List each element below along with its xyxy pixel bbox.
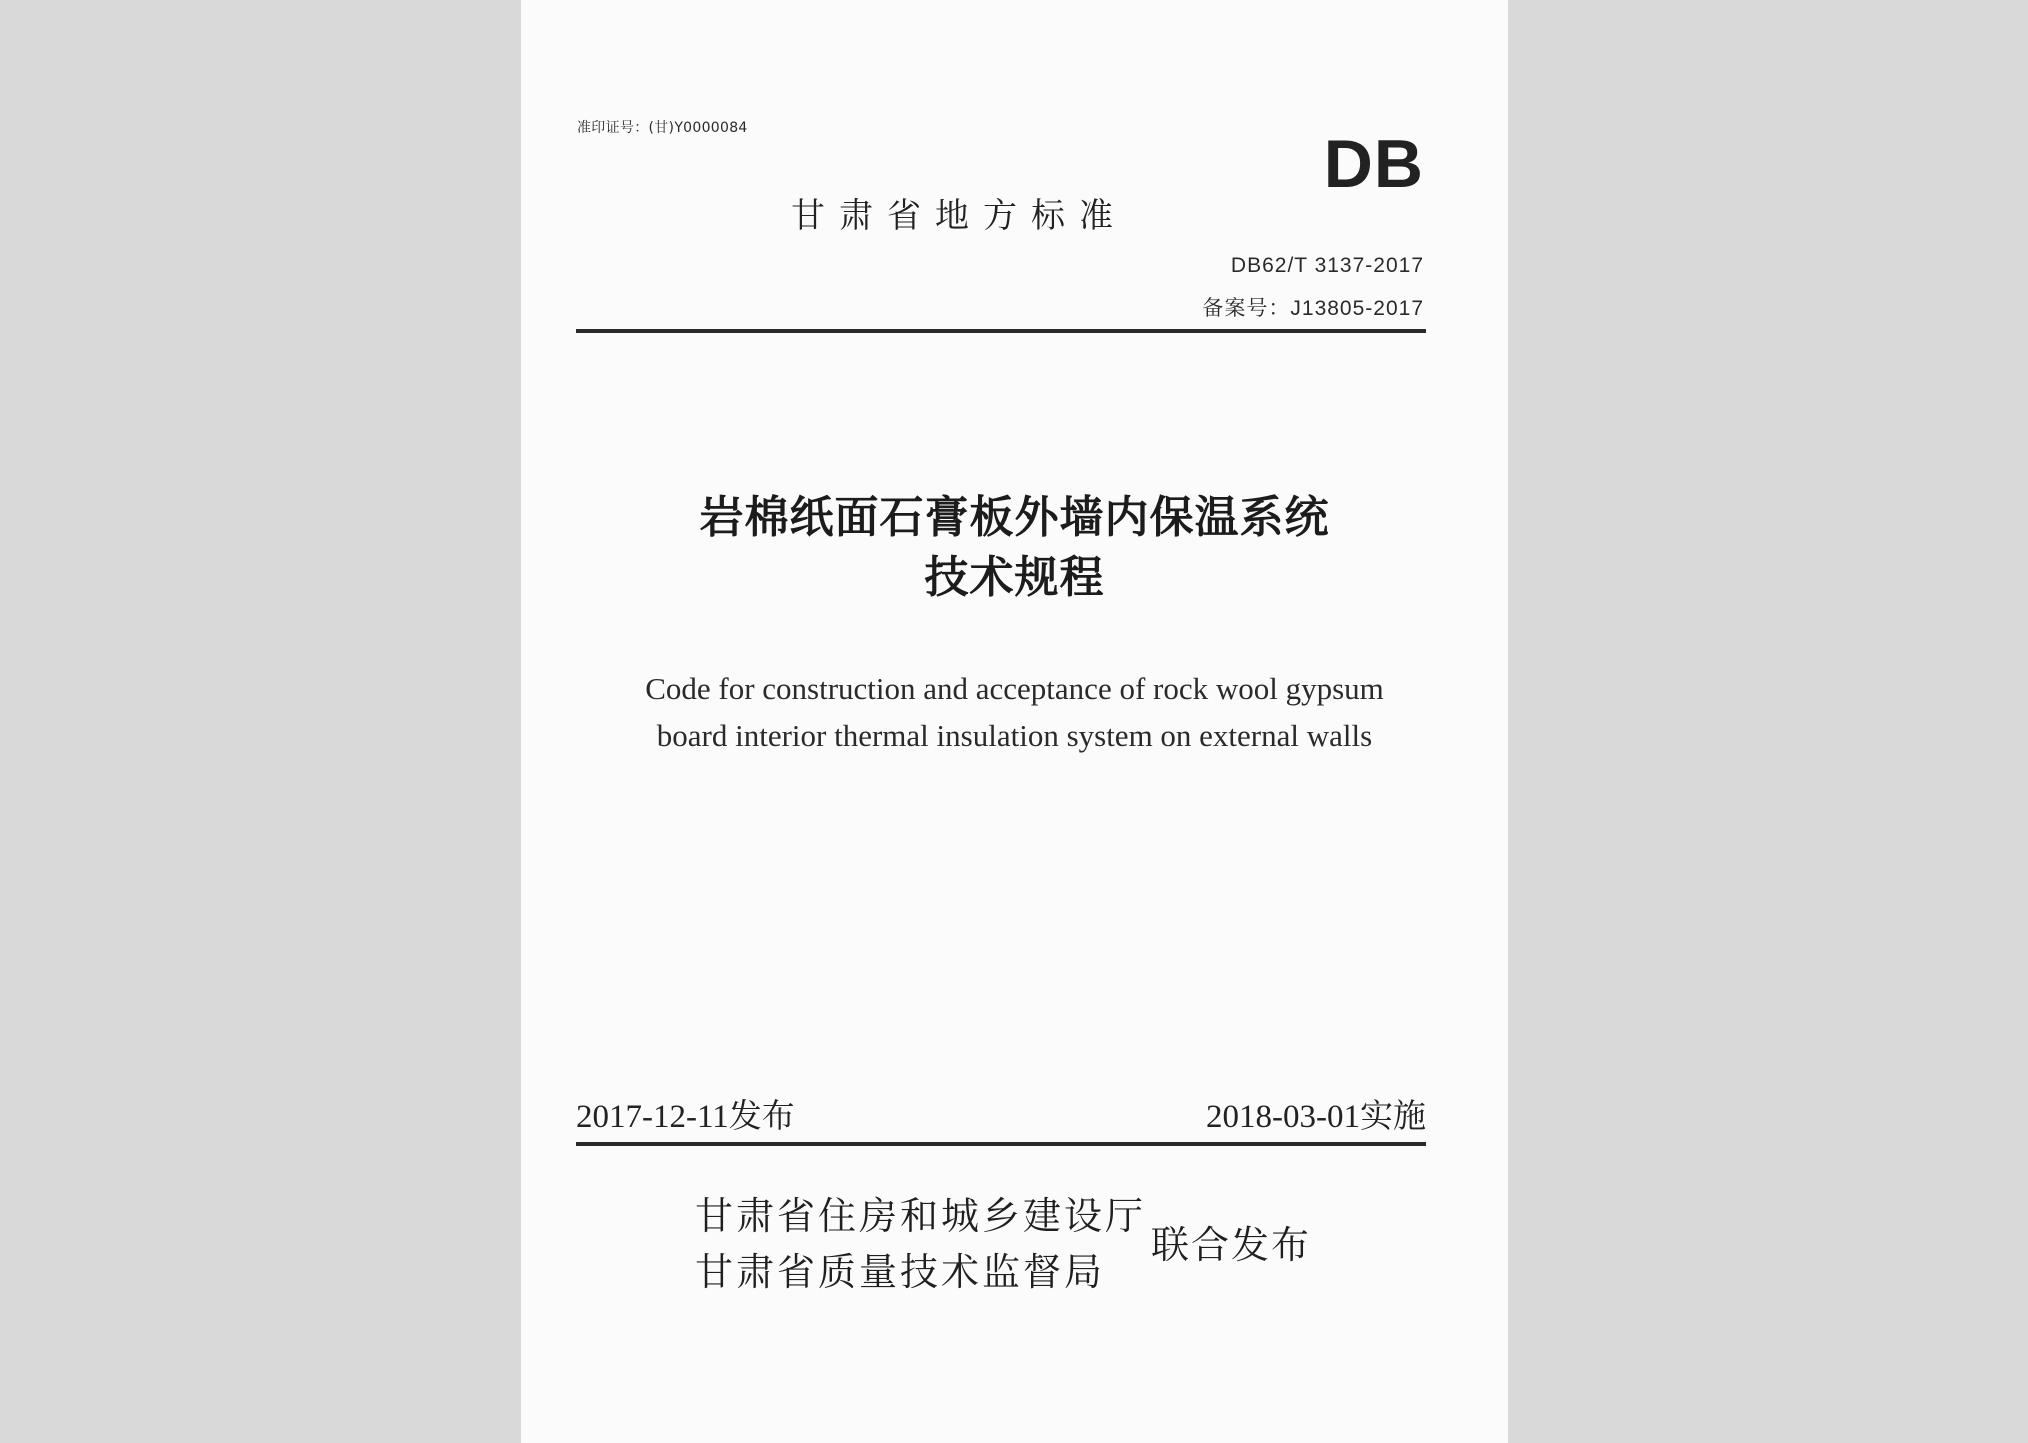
issuer-2: 甘肃省质量技术监督局	[695, 1250, 1106, 1294]
implementation-date: 2018-03-01实施	[1206, 1099, 1426, 1135]
top-divider	[576, 329, 1426, 333]
issuing-authorities	[695, 1188, 1146, 1300]
filing-number: 备案号：J13805-2017	[1202, 297, 1424, 320]
joint-release-label: 联合发布	[1151, 1223, 1312, 1267]
bottom-divider	[576, 1142, 1426, 1146]
db-standard-mark: DB	[1323, 126, 1424, 202]
release-date: 2017-12-11发布	[576, 1099, 795, 1135]
title-english	[521, 665, 1508, 759]
title-english-line-1: Code for construction and acceptance of rock wool gypsum	[645, 671, 1384, 706]
title-chinese-line-1: 岩棉纸面石膏板外墙内保温系统	[699, 492, 1330, 543]
title-chinese	[521, 488, 1508, 608]
title-chinese-line-2: 技术规程	[924, 552, 1105, 603]
title-english-line-2: board interior thermal insulation system on external walls	[656, 718, 1373, 753]
print-permit-number: 准印证号：(甘)Y0000084	[577, 120, 748, 136]
document-page	[521, 0, 1508, 1443]
standard-type-heading: 甘肃省地方标准	[791, 196, 1127, 236]
issuer-1: 甘肃省住房和城乡建设厅	[695, 1194, 1147, 1238]
standard-number: DB62/T 3137-2017	[1230, 254, 1424, 277]
